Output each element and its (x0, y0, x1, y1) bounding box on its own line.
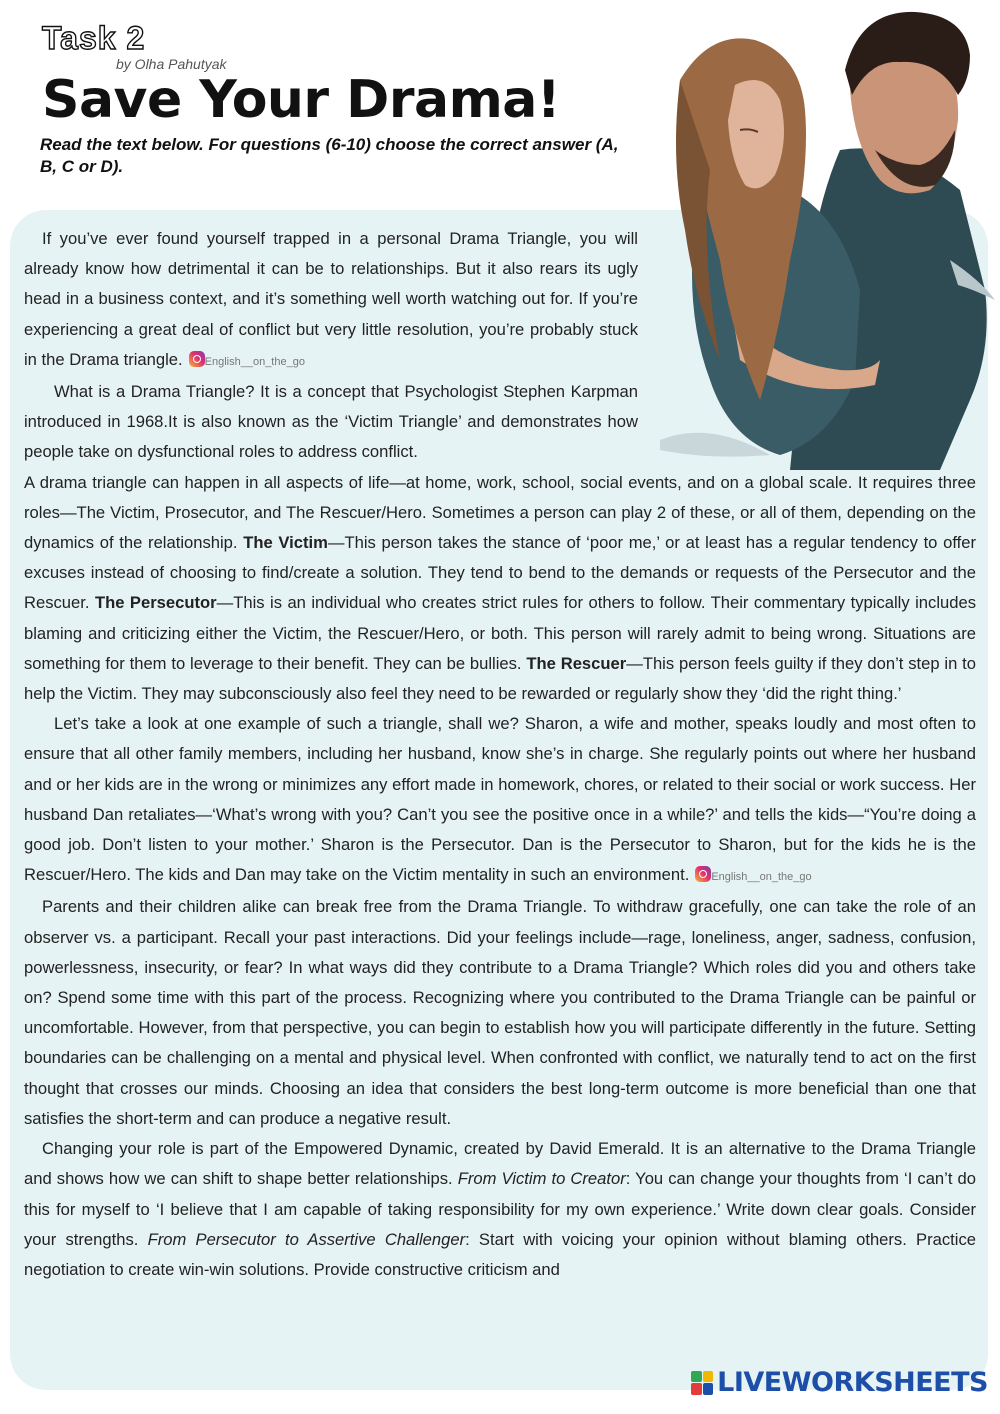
paragraph-1 (24, 224, 638, 377)
paragraph-3-text-c: —This person takes the stance of ‘poor me,’ or at least has a regular tendency to offer excuses instead of choosing to find/create a solution. They tend to bend to the demands or requests of the Persecutor and the Rescuer. (24, 533, 976, 613)
persecutor-to-challenger: From Persecutor to Assertive Challenger (147, 1229, 466, 1249)
instagram-icon (189, 351, 205, 367)
paragraph-4-text: Let’s take a look at one example of such a triangle, shall we? Sharon, a wife and mother, speaks loudly and most often to ensure that all other family members, including her husband, know she’s in charge. She regularly points out where her husband and or her kids are in the wrong or minimizes any effort made in homework, chores, or related to their social or work success. Her husband Dan retaliates—‘What’s wrong with you? Can’t you see the positive once in a while?’ and tells the kids—“You’re doing a good job. Don’t listen to your mother.’ Sharon is the Persecutor. Dan is the Persecutor to Sharon, but for the kids he is the Rescuer/Hero. The kids and Dan may take on the Victim mentality in such an environment. (24, 714, 976, 885)
paragraph-3-text-g: —This person feels guilty if they don’t step in to help the Victim. They may subconsciously also feel they need to be rewarded or regularly show they ‘did the right thing.’ (24, 653, 976, 704)
paragraph-5: Parents and their children alike can break free from the Drama Triangle. To withdraw gracefully, one can take the role of an observer vs. a participant. Recall your past interactions. Did your feelings include—rage, loneliness, anger, sadness, confusion, powerlessness, insecurity, or fear? In what ways did they contribute to a Drama Triangle? Which roles did you and others take on? Spend some time with this part of the process. Recognizing where you contributed to the Drama Triangle can be painful or uncomfortable. However, from that perspective, you can begin to establish how you will participate differently in the future. Setting boundaries can be challenging on a mental and physical level. When confronted with conflict, we naturally tend to act on the first thought that crosses our minds. Choosing an idea that considers the best long-term outcome is more beneficial than one that satisfies the short-term and can produce a negative result. (24, 897, 976, 1128)
term-persecutor: The Persecutor (94, 593, 217, 613)
victim-to-creator: From Victim to Creator (457, 1169, 626, 1189)
liveworksheets-icon (691, 1371, 713, 1395)
intro-column (24, 224, 638, 468)
instructions: Read the text below. For questions (6-10) choose the correct answer (A, B, C or D). (40, 135, 619, 176)
task-label: Task 2 (42, 20, 146, 56)
term-victim: The Victim (243, 533, 328, 553)
paragraph-3-text-e: —This is an individual who creates strict rules for others to follow. Their commentary typically includes blaming and criticizing either the Victim, the Rescuer/Hero, or both. This person will rarely admit to being wrong. Situations are something for them to leverage to their benefit. They can be bullies. (24, 593, 977, 673)
article-text (24, 224, 976, 1285)
paragraph-6-text-c: : You can change your thoughts from ‘I can’t do this for myself to ‘I believe that I am capable of taking responsibility for my own experience.’ Write down clear goals. Consider your strengths. (24, 1169, 976, 1249)
instagram-handle: English__on_the_go (204, 355, 305, 368)
paragraph-4 (24, 709, 976, 892)
instagram-icon (695, 866, 711, 882)
brand-name: LIVEWORKSHEETS (717, 1367, 988, 1398)
paragraph-1-text: If you’ve ever found yourself trapped in a personal Drama Triangle, you will already know how detrimental it can be to relationships. But it also rears its ugly head in a business context, and it’s something well worth watching out for. If you’re experiencing a great deal of conflict but very little resolution, you’re probably stuck in the Drama triangle. (24, 229, 638, 369)
liveworksheets-logo[interactable] (691, 1367, 988, 1398)
paragraph-3-text-a: A drama triangle can happen in all aspects of life—at home, work, school, social events, and on a global scale. It requires three roles—The Victim, Prosecutor, and The Rescuer/Hero. Sometimes a person can play 2 of these, or all of them, depending on the dynamics of the relationship. (24, 472, 976, 553)
paragraph-6-text-e: : Start with voicing your opinion without blaming others. Practice negotiation to create win-win solutions. Provide constructive criticism and (24, 1229, 976, 1279)
paragraph-6-text-a: Changing your role is part of the Empowered Dynamic, created by David Emerald. It is an alternative to the Drama Triangle and shows how we can shift to shape better relationships. (24, 1139, 976, 1189)
instagram-handle: English__on_the_go (711, 871, 812, 884)
paragraph-6 (24, 1134, 976, 1285)
term-rescuer: The Rescuer (526, 653, 627, 673)
paragraph-3 (24, 468, 976, 710)
author-credit: by Olha Pahutyak (116, 56, 227, 72)
page-title: Save Your Drama! (42, 70, 561, 130)
paragraph-2: What is a Drama Triangle? It is a concept that Psychologist Stephen Karpman introduced in 1968.It is also known as the ‘Victim Triangle’ and demonstrates how people take on dysfunctional roles to address conflict. (24, 382, 638, 462)
